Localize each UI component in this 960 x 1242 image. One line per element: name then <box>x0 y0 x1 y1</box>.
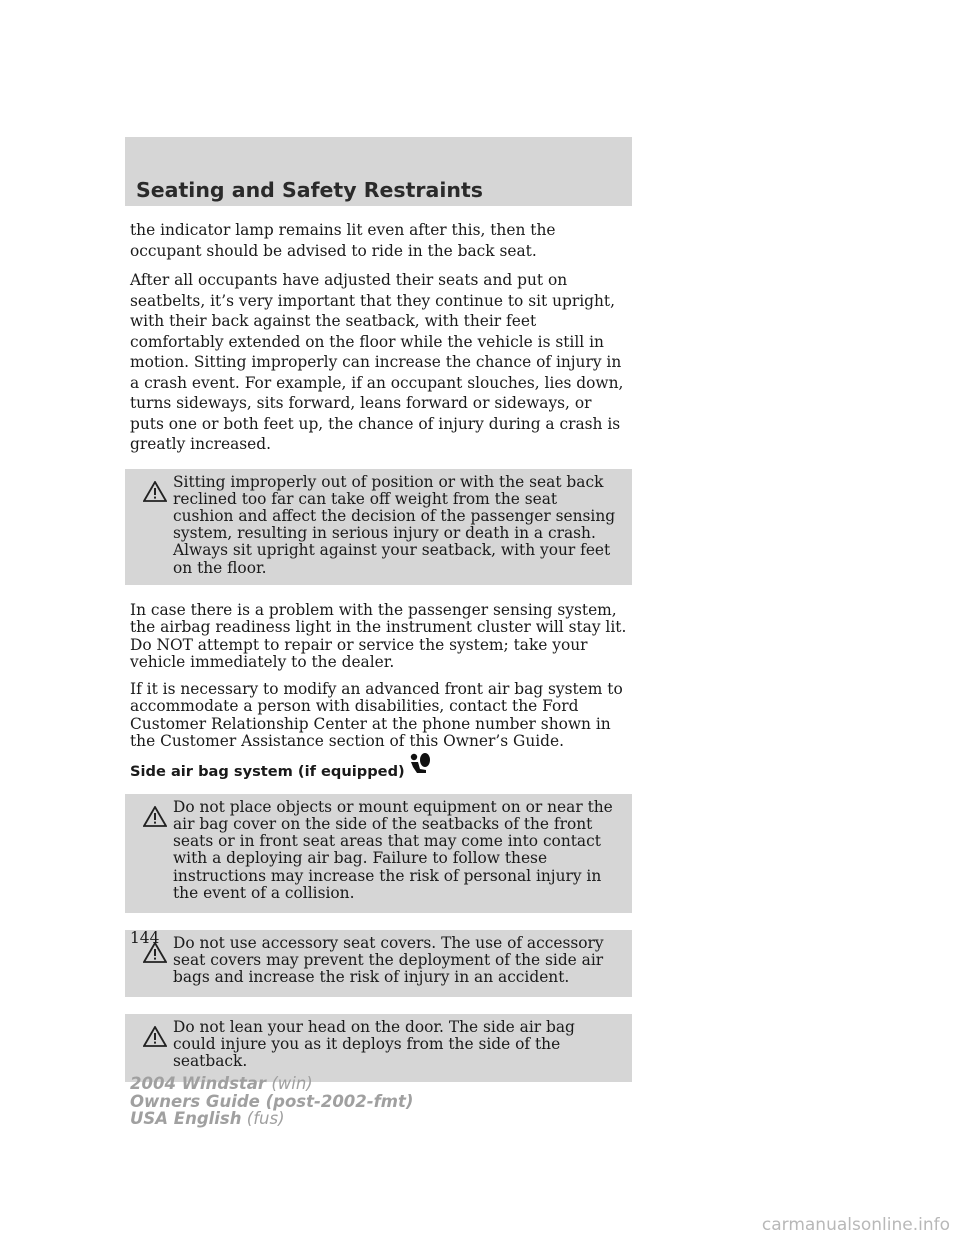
warning-text: Do not place objects or mount equipment on or near the air bag cover on the side of the seatbacks of the front seats or in front seat areas that may come into contact with a deploying air bag. Failure to follow these instructions may increase the risk of personal injury in the event of a collision. <box>173 797 613 902</box>
paragraph: the indicator lamp remains lit even after this, then the occupant should be advised to ride in the back seat. <box>130 221 556 260</box>
warning-triangle-icon <box>143 481 167 506</box>
warning-triangle-icon <box>143 806 167 831</box>
paragraph: In case there is a problem with the passenger sensing system, the airbag readiness light in the instrument cluster will stay lit. Do NOT attempt to repair or service the system; take your vehicle immediately to the dealer. <box>130 600 627 672</box>
page-number: 144 <box>130 929 160 947</box>
paragraph: After all occupants have adjusted their seats and put on seatbelts, it’s very important that they continue to sit upright, with their back against the seatback, with their feet comfortably extended on the floor while the vehicle is still in motion. Sitting improperly can increase the chance of injury in a crash event. For example, if an occupant slouches, lies down, turns sideways, sits forward, leans forward or sideways, or puts one or both feet up, the chance of injury during a crash is greatly increased. <box>130 271 624 453</box>
page-content <box>130 220 628 1099</box>
warning-box <box>125 794 632 913</box>
warning-box <box>125 469 632 585</box>
warning-text: Sitting improperly out of position or with the seat back reclined too far can take off weight from the seat cushion and affect the decision of the passenger sensing system, resulting in serious injury or death in a crash. Always sit upright against your seatback, with your feet on the floor. <box>173 472 616 577</box>
footer-language-code: (fus) <box>246 1109 285 1128</box>
footer-model-code: (win) <box>271 1074 313 1093</box>
section-title: Seating and Safety Restraints <box>136 178 483 202</box>
paragraph: If it is necessary to modify an advanced front air bag system to accommodate a person with disabilities, contact the Ford Customer Relationship Center at the phone number shown in the Customer Assistance section of this Owner’s Guide. <box>130 679 623 751</box>
footer <box>130 1075 413 1128</box>
warning-triangle-icon <box>143 1026 167 1051</box>
footer-language: USA English <box>130 1109 242 1128</box>
subheading-text: Side air bag system (if equipped) <box>130 762 405 780</box>
footer-model: 2004 Windstar <box>130 1074 267 1093</box>
footer-guide: Owners Guide (post-2002-fmt) <box>130 1091 414 1111</box>
warning-text: Do not use accessory seat covers. The use of accessory seat covers may prevent the deployment of the side air bags and increase the risk of injury in an accident. <box>173 933 604 987</box>
warning-box <box>125 930 632 997</box>
warning-box <box>125 1014 632 1083</box>
watermark: carmanualsonline.info <box>761 1215 950 1235</box>
side-airbag-icon <box>407 751 433 783</box>
subheading <box>130 761 628 783</box>
warning-text: Do not lean your head on the door. The side air bag could injure you as it deploys from the side of the seatback. <box>173 1017 575 1070</box>
